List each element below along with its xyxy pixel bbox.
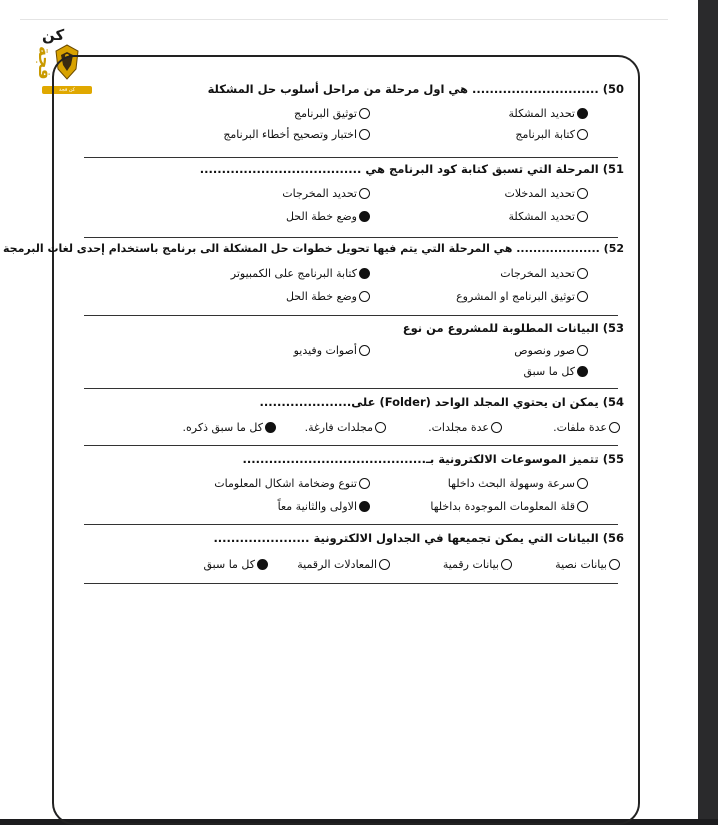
- radio-filled-icon: [265, 422, 276, 433]
- option-54-4[interactable]: [183, 421, 276, 434]
- radio-empty-icon: [359, 478, 370, 489]
- top-divider: [20, 19, 668, 20]
- radio-empty-icon: [577, 268, 588, 279]
- option-50-3[interactable]: [515, 128, 588, 141]
- radio-empty-icon: [577, 478, 588, 489]
- option-label: مجلدات فارغة.: [304, 421, 373, 434]
- option-label: تحديد المشكلة: [508, 107, 575, 120]
- option-label: بيانات رقمية: [442, 558, 499, 571]
- option-55-4[interactable]: [278, 500, 370, 513]
- radio-empty-icon: [609, 422, 620, 433]
- radio-empty-icon: [359, 291, 370, 302]
- radio-empty-icon: [359, 108, 370, 119]
- option-54-2[interactable]: [428, 421, 502, 434]
- option-label: عدة ملفات.: [553, 421, 607, 434]
- radio-empty-icon: [609, 559, 620, 570]
- radio-empty-icon: [359, 188, 370, 199]
- option-label: اختبار وتصحيح أخطاء البرنامج: [223, 128, 357, 141]
- option-50-4[interactable]: [223, 128, 370, 141]
- option-label: توثيق البرنامج: [294, 107, 357, 120]
- radio-empty-icon: [577, 211, 588, 222]
- option-label: بيانات نصية: [555, 558, 607, 571]
- radio-empty-icon: [577, 129, 588, 140]
- option-label: كل ما سبق: [203, 558, 255, 571]
- question-text: 52) .................... هي المرحلة التي يتم فيها تحويل خطوات حل المشكلة الى برنامج باستخدام إحدى لغات البرمجة: [2, 242, 624, 255]
- radio-empty-icon: [577, 345, 588, 356]
- option-51-2[interactable]: [282, 187, 370, 200]
- question-50: [84, 82, 624, 158]
- question-text: 50) ............................. هي اول مرحلة من مراحل أسلوب حل المشكلة: [207, 82, 624, 96]
- option-52-2[interactable]: [231, 267, 370, 280]
- radio-empty-icon: [577, 291, 588, 302]
- option-53-3[interactable]: [523, 365, 588, 378]
- option-53-2[interactable]: [294, 344, 370, 357]
- option-label: أصوات وفيديو: [293, 344, 357, 357]
- option-label: المعادلات الرقمية: [297, 558, 377, 571]
- option-label: كل ما سبق ذكره.: [182, 421, 263, 434]
- question-56: [84, 528, 624, 584]
- option-55-3[interactable]: [430, 500, 588, 513]
- option-label: توثيق البرنامج او المشروع: [456, 290, 575, 303]
- radio-filled-icon: [359, 268, 370, 279]
- option-53-1[interactable]: [514, 344, 588, 357]
- radio-empty-icon: [379, 559, 390, 570]
- option-label: كتابة البرنامج: [515, 128, 575, 141]
- option-51-3[interactable]: [509, 210, 588, 223]
- option-label: عدة مجلدات.: [428, 421, 489, 434]
- option-label: صور ونصوص: [514, 344, 575, 357]
- radio-empty-icon: [359, 345, 370, 356]
- option-label: وضع خطة الحل: [285, 210, 357, 223]
- option-54-1[interactable]: [553, 421, 620, 434]
- radio-empty-icon: [375, 422, 386, 433]
- radio-filled-icon: [359, 501, 370, 512]
- logo-top-text: كن: [42, 26, 65, 44]
- question-text: 55) تتميز الموسوعات الالكترونية بـ..........................................: [242, 452, 624, 466]
- question-text: 54) يمكن ان يحتوي المجلد الواحد (Folder) على.....................: [259, 395, 624, 409]
- option-50-2[interactable]: [294, 107, 370, 120]
- radio-empty-icon: [577, 501, 588, 512]
- option-label: سرعة وسهولة البحث داخلها: [447, 477, 575, 490]
- option-label: الاولى والثانية معاً: [277, 500, 357, 513]
- option-label: تحديد المشكلة: [508, 210, 575, 223]
- logo-side-text: فجة: [34, 46, 54, 80]
- radio-filled-icon: [577, 108, 588, 119]
- radio-empty-icon: [359, 129, 370, 140]
- question-54: [84, 392, 624, 446]
- radio-empty-icon: [491, 422, 502, 433]
- option-label: كل ما سبق: [523, 365, 575, 378]
- option-label: تحديد المخرجات: [282, 187, 357, 200]
- radio-filled-icon: [359, 211, 370, 222]
- option-label: وضع خطة الحل: [285, 290, 357, 303]
- option-56-1[interactable]: [555, 558, 620, 571]
- option-52-3[interactable]: [456, 290, 588, 303]
- option-label: كتابة البرنامج على الكمبيوتر: [230, 267, 357, 280]
- option-55-1[interactable]: [448, 477, 588, 490]
- option-50-1[interactable]: [509, 107, 588, 120]
- radio-filled-icon: [257, 559, 268, 570]
- question-text: 51) المرحلة التي تسبق كتابة كود البرنامج هي .....................................: [199, 162, 624, 176]
- question-52: [2, 240, 624, 316]
- option-52-1[interactable]: [500, 267, 588, 280]
- question-55: [84, 449, 624, 525]
- option-label: قلة المعلومات الموجودة بداخلها: [430, 500, 575, 513]
- scrollbar[interactable]: [698, 0, 718, 819]
- question-53: [84, 319, 624, 389]
- option-51-1[interactable]: [504, 187, 588, 200]
- question-51: [84, 160, 624, 238]
- logo-band: كن فجة: [42, 86, 92, 94]
- question-text: 53) البيانات المطلوبة للمشروع من نوع: [402, 321, 624, 335]
- option-56-2[interactable]: [443, 558, 512, 571]
- radio-empty-icon: [501, 559, 512, 570]
- option-54-3[interactable]: [305, 421, 386, 434]
- option-55-2[interactable]: [214, 477, 370, 490]
- option-label: تحديد المخرجات: [500, 267, 575, 280]
- option-51-4[interactable]: [286, 210, 370, 223]
- option-label: تحديد المدخلات: [504, 187, 575, 200]
- option-label: تنوع وضخامة اشكال المعلومات: [214, 477, 357, 490]
- option-56-4[interactable]: [203, 558, 268, 571]
- question-text: 56) البيانات التي يمكن تجميعها في الجداول الالكترونية ......................: [213, 531, 624, 545]
- option-52-4[interactable]: [286, 290, 370, 303]
- radio-empty-icon: [577, 188, 588, 199]
- option-56-3[interactable]: [297, 558, 390, 571]
- radio-filled-icon: [577, 366, 588, 377]
